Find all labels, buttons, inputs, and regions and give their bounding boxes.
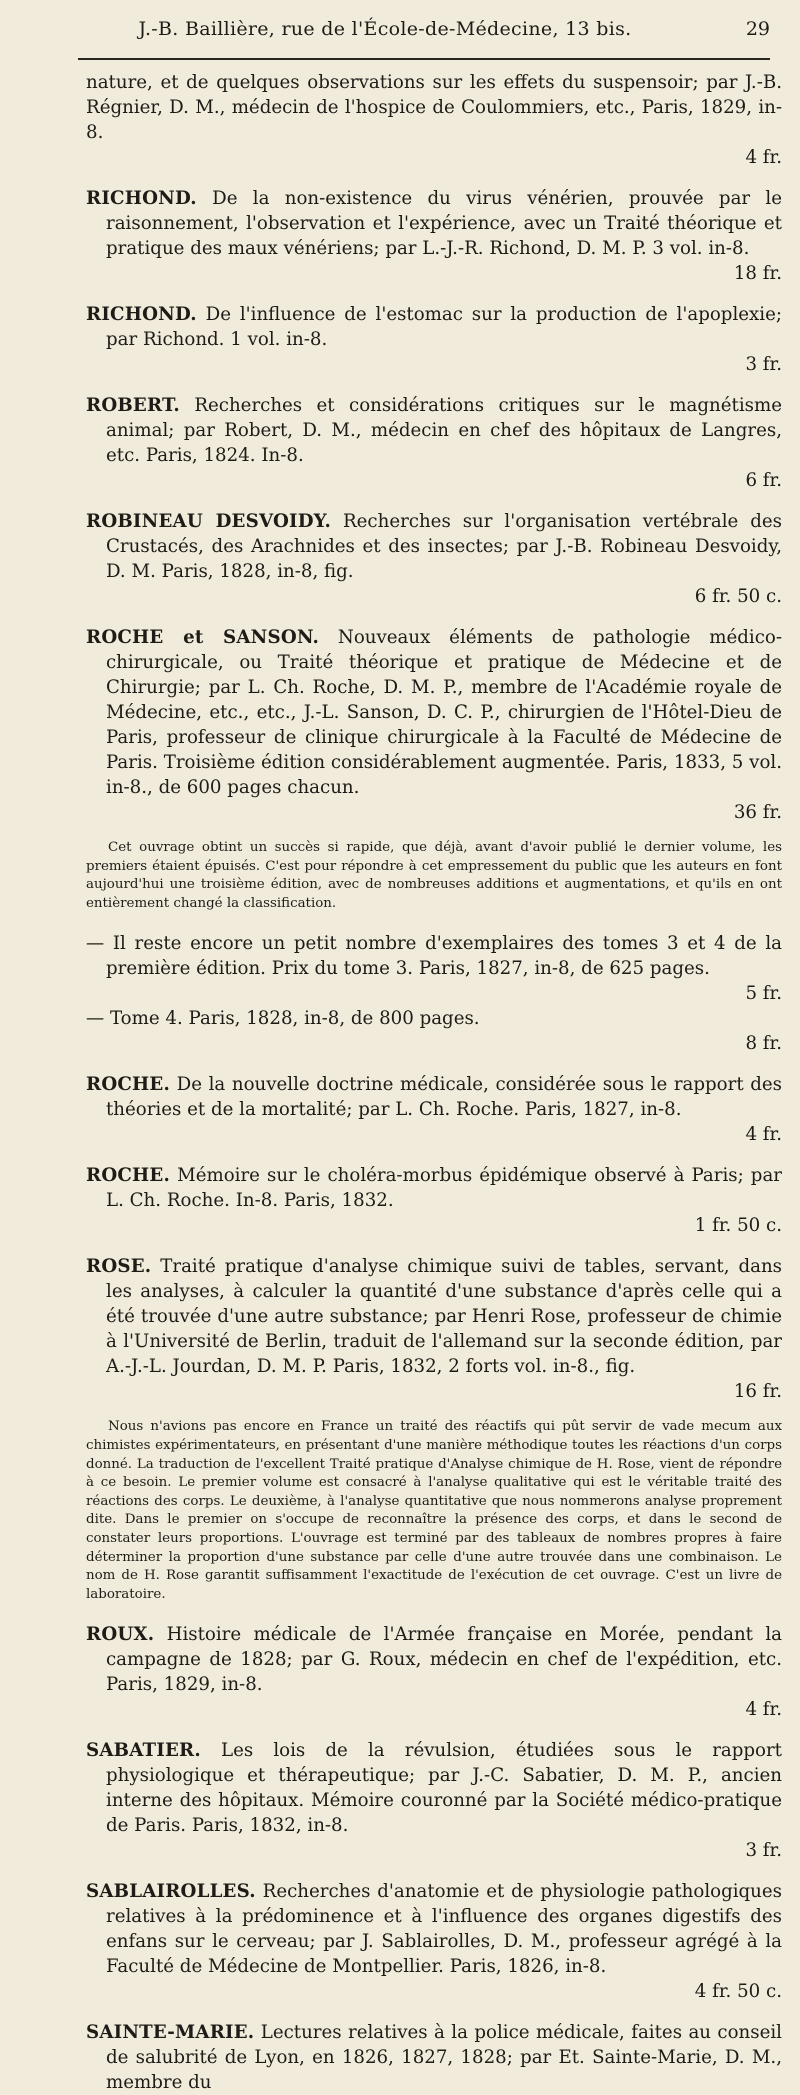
entry-price: 4 fr. <box>745 1699 782 1721</box>
entry-price: 3 fr. <box>745 1840 782 1862</box>
entry-author: SABATIER. <box>86 1740 201 1762</box>
entry-author: RICHOND. <box>86 304 197 325</box>
entry-price: 8 fr. <box>745 1033 782 1055</box>
entry-text: De la nouvelle doctrine médicale, considérée sous le rapport des théories et de la mortalité; par L. Ch. Roche. Paris, 1827, in-8. <box>106 1074 782 1121</box>
entry-text: De l'influence de l'estomac sur la production de l'apoplexie; par Richond. 1 vol. in-8. <box>106 304 782 350</box>
entry-text: Recherches d'anatomie et de physiologie pathologiques relatives à la prédominence et à l'influence des organes digestifs des enfans sur le cerveau; par J. Sablairolles, D. M., professeur agrégé à la Faculté de Médecine de Montpellier. Paris, 1826, in-8. <box>106 1881 782 1978</box>
catalog-entry <box>0 186 800 286</box>
catalog-entry <box>0 931 800 1006</box>
catalog-entry <box>0 509 800 609</box>
entry-text: Recherches sur l'organisation vertébrale des Crustacés, des Arachnides et des insectes; par J.-B. Robineau Desvoidy, D. M. Paris, 1828, in-8, fig. <box>106 511 782 582</box>
entry-author: ROCHE et SANSON. <box>86 627 320 648</box>
entry-price: 4 fr. 50 c. <box>694 1981 782 2003</box>
catalog-entry <box>0 625 800 825</box>
entry-price: 5 fr. <box>745 983 782 1005</box>
entry-text: Traité pratique d'analyse chimique suivi de tables, servant, dans les analyses, à calculer la quantité d'une substance d'après celle qui a été trouvée d'une autre substance; par Henri Rose, professeur de chimie à l'Université de Berlin, traduit de l'allemand sur la seconde édition, par A.-J.-L. Jourdan, D. M. P. Paris, 1832, 2 forts vol. in-8., fig. <box>106 1256 782 1378</box>
entry-author: RICHOND. <box>86 188 197 209</box>
catalog-entry <box>0 393 800 493</box>
entry-text: Lectures relatives à la police médicale, faites au conseil de salubrité de Lyon, en 1826, 1827, 1828; par Et. Sainte-Marie, D. M., membre du <box>106 2022 782 2094</box>
catalog-entry <box>0 1006 800 1056</box>
entry-text: Histoire médicale de l'Armée française en Morée, pendant la campagne de 1828; par G. Roux, médecin en chef de l'expédition, etc. Paris, 1829, in-8. <box>106 1624 782 1696</box>
catalog-entry <box>0 302 800 377</box>
catalog-entry <box>0 2020 800 2095</box>
entry-text: — Il reste encore un petit nombre d'exemplaires des tomes 3 et 4 de la première édition. Prix du tome 3. Paris, 1827, in-8, de 625 pages. <box>86 933 782 980</box>
entry-price: 1 fr. 50 c. <box>694 1215 782 1237</box>
header-text: J.-B. Baillière, rue de l'École-de-Médecine, 13 bis. <box>138 18 632 40</box>
editorial-note: Cet ouvrage obtint un succès si rapide, que déjà, avant d'avoir publié le dernier volume, les premiers étaient épuisés. C'est pour répondre à cet empressement du public que les auteurs en font aujourd'hui une troisième édition, avec de nombreuses additions et augmentations, et qu'ils en ont entièrement changé la classification. <box>86 840 782 911</box>
entry-text: Mémoire sur le choléra-morbus épidémique observé à Paris; par L. Ch. Roche. In-8. Paris, 1832. <box>106 1165 782 1212</box>
entry-text: — Tome 4. Paris, 1828, in-8, de 800 pages. <box>86 1008 480 1030</box>
entry-author: SABLAIROLLES. <box>86 1881 256 1903</box>
entry-price: 18 fr. <box>733 263 782 284</box>
entry-text: Les lois de la révulsion, étudiées sous le rapport physiologique et thérapeutique; par J.-C. Sabatier, D. M. P., ancien interne des hôpitaux. Mémoire couronné par la Société médico-pratique de Paris. Paris, 1832, in-8. <box>106 1740 782 1837</box>
catalog-entry <box>0 1254 800 1404</box>
catalog-column <box>0 70 800 2095</box>
entry-text: Nouveaux éléments de pathologie médico-chirurgicale, ou Traité théorique et pratique de Médecine et de Chirurgie; par L. Ch. Roche, D. M. P., membre de l'Académie royale de Médecine, etc., etc., J.-L. Sanson, D. C. P., chirurgien de l'Hôtel-Dieu de Paris, professeur de clinique chirurgicale à la Faculté de Médecine de Paris. Troisième édition considérablement augmentée. Paris, 1833, 5 vol. in-8., de 600 pages chacun. <box>106 627 782 798</box>
catalog-entry <box>0 1072 800 1147</box>
entry-author: ROCHE. <box>86 1165 171 1187</box>
entry-author: ROSE. <box>86 1256 152 1278</box>
entry-author: ROUX. <box>86 1624 155 1646</box>
entry-price: 16 fr. <box>733 1381 782 1403</box>
entry-price: 6 fr. 50 c. <box>694 586 782 607</box>
entry-price: 3 fr. <box>745 354 782 375</box>
catalog-entry: nature, et de quelques observations sur les effets du suspensoir; par J.-B. Régnier, D. M., médecin de l'hospice de Coulommiers, etc., Paris, 1829, in-8. 4 fr. <box>86 72 782 168</box>
entry-author: ROBERT. <box>86 395 180 416</box>
entry-price: 4 fr. <box>745 1124 782 1146</box>
header-rule <box>78 58 770 60</box>
catalog-entry <box>0 1163 800 1238</box>
entry-price: 4 fr. <box>745 147 782 168</box>
entry-author: ROCHE. <box>86 1074 171 1096</box>
entry-text: Recherches et considérations critiques sur le magnétisme animal; par Robert, D. M., médecin en chef des hôpitaux de Langres, etc. Paris, 1824. In-8. <box>106 395 782 466</box>
running-header <box>60 18 770 52</box>
page-number: 29 <box>745 18 770 40</box>
entry-price: 36 fr. <box>733 802 782 823</box>
entry-text: De la non-existence du virus vénérien, prouvée par le raisonnement, l'observation et l'expérience, avec un Traité théorique et pratique des maux vénériens; par L.-J.-R. Richond, D. M. P. 3 vol. in-8. <box>106 188 782 259</box>
entry-price: 6 fr. <box>745 470 782 491</box>
catalog-entry <box>0 1622 800 1722</box>
catalog-entry <box>0 1879 800 2004</box>
entry-author: SAINTE-MARIE. <box>86 2022 255 2044</box>
editorial-note: Nous n'avions pas encore en France un traité des réactifs qui pût servir de vade mecum aux chimistes expérimentateurs, en présentant d'une manière méthodique toutes les réactions d'un corps donné. La traduction de l'excellent Traité pratique d'Analyse chimique de H. Rose, vient de répondre à ce besoin. Le premier volume est consacré à l'analyse qualitative qui est le véritable traité des réactions des corps. Le deuxième, à l'analyse quantitative que nous nommerons analyse proprement dite. Dans le premier on s'occupe de reconnaître la présence des corps, et dans le second de constater leurs proportions. L'ouvrage est terminé par des tableaux de nombres propres à faire déterminer la proportion d'une substance par celle d'une autre trouvée dans une combinaison. Le nom de H. Rose garantit suffisamment l'exactitude de l'exécution de cet ouvrage. C'est un livre de laboratoire. <box>86 1419 782 1602</box>
catalog-entry <box>0 1738 800 1863</box>
entry-author: ROBINEAU DESVOIDY. <box>86 511 332 532</box>
